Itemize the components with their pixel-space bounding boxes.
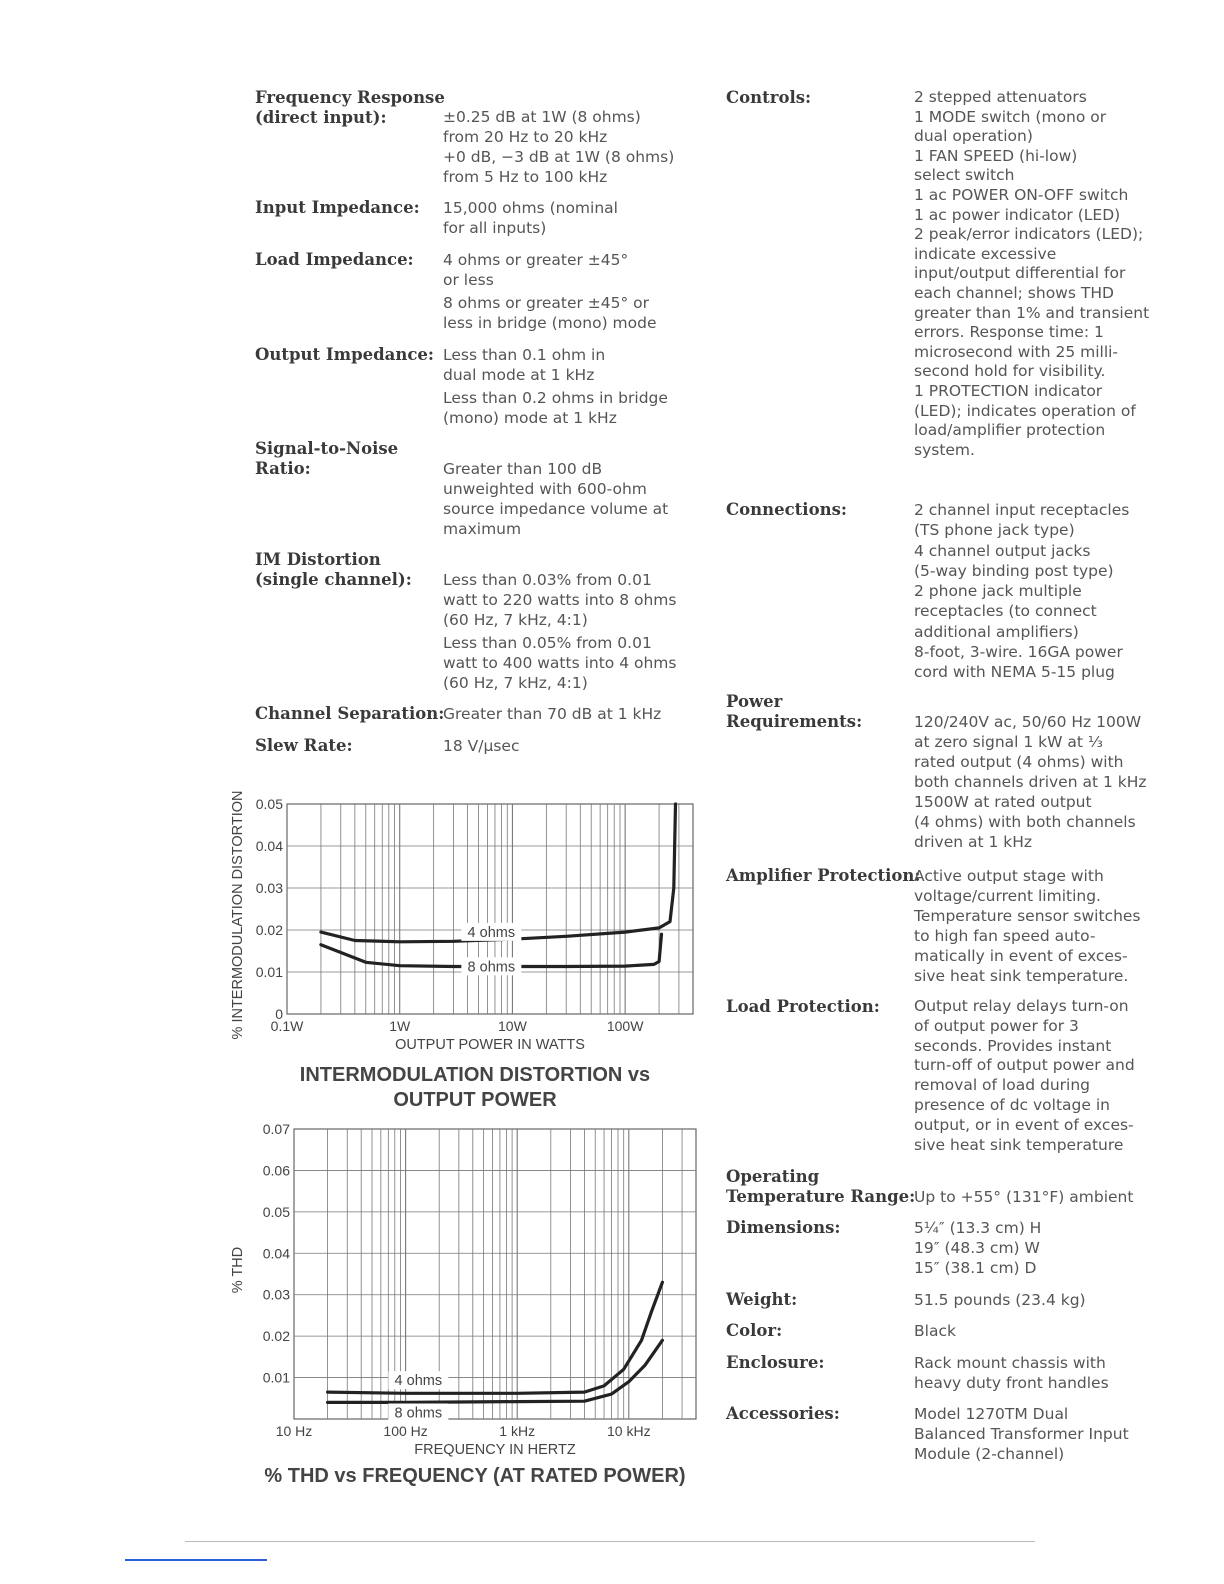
bottom-divider: [185, 1541, 1035, 1542]
spec-value-frequency-response: ±0.25 dB at 1W (8 ohms) from 20 Hz to 20 kHz +0 dB, −3 dB at 1W (8 ohms) from 5 Hz to 100 kHz: [443, 108, 675, 186]
spec-label-amplifier-protection: Amplifier Protection:: [726, 866, 921, 885]
spec-value-load-impedance-4ohm: 4 ohms or greater ±45° or less: [443, 251, 629, 289]
spec-value-snr: Greater than 100 dB unweighted with 600-ohm source impedance volume at maximum: [443, 460, 669, 538]
y-tick-label-0-06: 0.06: [262, 1162, 290, 1179]
spec-label-connections: Connections:: [726, 500, 847, 519]
plot-frame: [287, 804, 693, 1014]
spec-label-channel-separation: Channel Separation:: [255, 704, 445, 723]
thd-chart: [220, 1115, 710, 1460]
spec-label-input-impedance: Input Impedance:: [255, 198, 420, 217]
y-tick-label-0-03: 0.03: [262, 1286, 290, 1303]
spec-value-load-protection: Output relay delays turn-on of output power for 3 seconds. Provides instant turn-off of output power and removal of load during presence of dc voltage in output, or in event of exces- sive heat sink temperature: [914, 997, 1135, 1154]
blue-underline: [125, 1559, 267, 1561]
spec-value-load-impedance-8ohm: 8 ohms or greater ±45° or less in bridge (mono) mode: [443, 294, 657, 332]
im-distortion-chart-title: INTERMODULATION DISTORTION vs OUTPUT POWER: [299, 1064, 651, 1111]
spec-value-output-impedance-bridge: Less than 0.2 ohms in bridge (mono) mode at 1 kHz: [443, 389, 668, 427]
y-tick-label-0-05: 0.05: [262, 1203, 290, 1220]
series-label-4-ohms: 4 ohms: [467, 924, 516, 941]
y-axis-label: % INTERMODULATION DISTORTION: [230, 790, 246, 1040]
y-tick-label-0-05: 0.05: [255, 796, 283, 812]
series-line-4-ohms: [328, 1282, 663, 1393]
series-label-8-ohms: 8 ohms: [394, 1405, 443, 1422]
spec-label-snr: Signal-to-Noise Ratio:: [255, 439, 399, 478]
x-tick-label-10-hz: 10 Hz: [275, 1423, 313, 1439]
x-tick-label-1-khz: 1 kHz: [499, 1423, 536, 1439]
x-tick-label-10-khz: 10 kHz: [607, 1423, 651, 1439]
spec-label-power-requirements: Power Requirements:: [726, 692, 863, 731]
y-tick-label-0-04: 0.04: [255, 838, 283, 854]
spec-value-operating-temp: Up to +55° (131°F) ambient: [914, 1188, 1134, 1206]
im-distortion-chart: [220, 770, 710, 1060]
spec-label-slew-rate: Slew Rate:: [255, 736, 353, 755]
spec-value-channel-separation: Greater than 70 dB at 1 kHz: [443, 705, 662, 723]
series-line-4-ohms: [321, 804, 676, 942]
spec-value-input-impedance: 15,000 ohms (nominal for all inputs): [443, 199, 618, 237]
spec-label-weight: Weight:: [726, 1290, 798, 1309]
spec-value-slew-rate: 18 V/μsec: [443, 737, 520, 755]
x-tick-label-10w: 10W: [498, 1018, 527, 1034]
series-label-4-ohms: 4 ohms: [394, 1373, 443, 1390]
y-tick-label-0-02: 0.02: [255, 922, 283, 938]
spec-value-amplifier-protection: Active output stage with voltage/current limiting. Temperature sensor switches to high fan speed auto- matically in event of exces- sive heat sink temperature.: [914, 867, 1141, 985]
spec-value-controls: 2 stepped attenuators 1 MODE switch (mono or dual operation) 1 FAN SPEED (hi-low) select switch 1 ac POWER ON-OFF switch 1 ac power indicator (LED) 2 peak/error indicators (LED); indicate excessive input/output differential for each channel; shows THD greater than 1% and transient errors. Response time: 1 microsecond with 25 milli- second hold for visibility. 1 PROTECTION indicator (LED); indicates operation of load/amplifier protection system.: [914, 88, 1150, 459]
spec-label-im-distortion: IM Distortion (single channel):: [255, 550, 412, 589]
y-tick-label-0-02: 0.02: [262, 1328, 290, 1345]
y-tick-label-0-01: 0.01: [262, 1369, 290, 1386]
spec-label-controls: Controls:: [726, 88, 812, 107]
spec-label-color: Color:: [726, 1321, 783, 1340]
y-tick-label-0-07: 0.07: [262, 1121, 290, 1137]
spec-value-output-impedance-dual: Less than 0.1 ohm in dual mode at 1 kHz: [443, 346, 606, 384]
x-axis-label: OUTPUT POWER IN WATTS: [395, 1037, 585, 1053]
spec-label-operating-temp: Operating Temperature Range:: [726, 1167, 916, 1206]
y-tick-label-0: 0: [275, 1006, 283, 1022]
spec-value-connections: 2 channel input receptacles (TS phone jack type) 4 channel output jacks (5-way binding post type) 2 phone jack multiple receptacles (to connect additional amplifiers) 8-foot, 3-wire. 16GA power cord with NEMA 5-15 plug: [914, 501, 1130, 682]
spec-value-enclosure: Rack mount chassis with heavy duty front handles: [914, 1354, 1109, 1392]
spec-label-frequency-response: Frequency Response (direct input):: [255, 88, 445, 127]
series-label-8-ohms: 8 ohms: [467, 959, 516, 976]
spec-value-weight: 51.5 pounds (23.4 kg): [914, 1291, 1086, 1309]
spec-label-output-impedance: Output Impedance:: [255, 345, 434, 364]
y-tick-label-0-01: 0.01: [255, 964, 283, 980]
spec-value-im-distortion-4ohm: Less than 0.05% from 0.01 watt to 400 watts into 4 ohms (60 Hz, 7 kHz, 4:1): [443, 634, 677, 692]
y-axis-label: % THD: [230, 1246, 246, 1294]
spec-label-accessories: Accessories:: [726, 1404, 840, 1423]
spec-label-dimensions: Dimensions:: [726, 1218, 841, 1237]
x-tick-label-100w: 100W: [606, 1018, 644, 1034]
y-tick-label-0-04: 0.04: [262, 1245, 290, 1262]
spec-label-load-protection: Load Protection:: [726, 997, 880, 1016]
spec-value-im-distortion-8ohm: Less than 0.03% from 0.01 watt to 220 watts into 8 ohms (60 Hz, 7 kHz, 4:1): [443, 571, 677, 629]
spec-label-enclosure: Enclosure:: [726, 1353, 825, 1372]
x-axis-label: FREQUENCY IN HERTZ: [414, 1442, 576, 1458]
x-tick-label-1w: 1W: [389, 1018, 411, 1034]
y-tick-label-0-03: 0.03: [255, 880, 283, 896]
spec-value-color: Black: [914, 1322, 956, 1340]
thd-chart-title: % THD vs FREQUENCY (AT RATED POWER): [264, 1465, 686, 1487]
spec-label-load-impedance: Load Impedance:: [255, 250, 414, 269]
spec-value-dimensions: 5¼″ (13.3 cm) H 19″ (48.3 cm) W 15″ (38.1 cm) D: [914, 1219, 1042, 1277]
x-tick-label-0-1w: 0.1W: [270, 1018, 304, 1034]
x-tick-label-100-hz: 100 Hz: [383, 1423, 428, 1439]
spec-value-accessories: Model 1270TM Dual Balanced Transformer Input Module (2-channel): [914, 1405, 1129, 1463]
spec-value-power-requirements: 120/240V ac, 50/60 Hz 100W at zero signal 1 kW at ⅓ rated output (4 ohms) with both channels driven at 1 kHz 1500W at rated output (4 ohms) with both channels driven at 1 kHz: [914, 713, 1147, 851]
